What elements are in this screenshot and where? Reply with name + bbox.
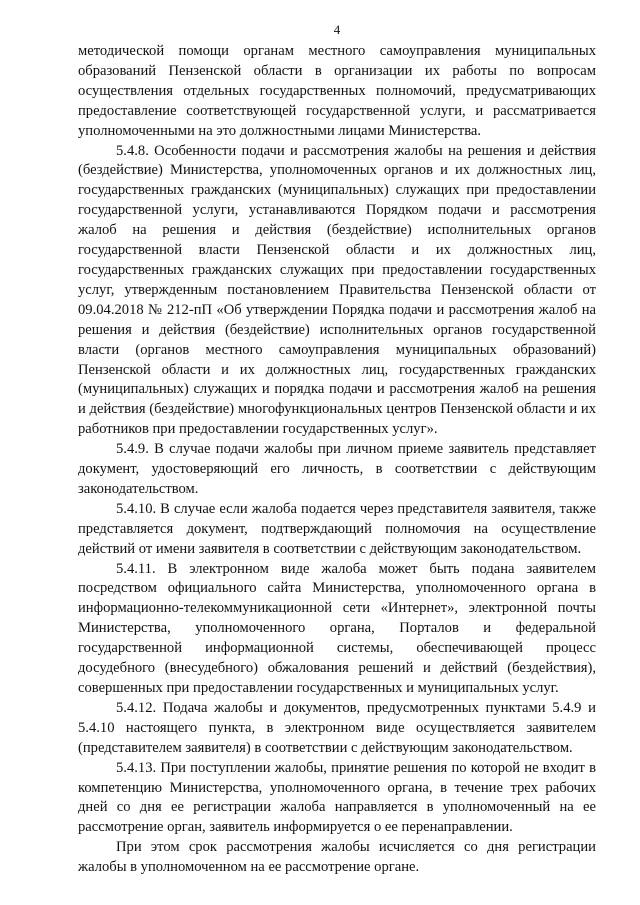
document-body xyxy=(78,42,596,878)
paragraph-5-4-9: 5.4.9. В случае подачи жалобы при личном приеме заявитель представляет документ, удостоверяющий его личность, в соответствии с действующим законодательством. xyxy=(78,441,596,497)
paragraph-5-4-13: 5.4.13. При поступлении жалобы, принятие решения по которой не входит в компетенцию Министерства, уполномоченного органа, в течение трех рабочих дней со дня ее регистрации жалоба направляется в уполномоченный на ее рассмотрение орган, заявитель информируется о ее перенаправлении. xyxy=(78,759,596,836)
paragraph-review-period: При этом срок рассмотрения жалобы исчисляется со дня регистрации жалобы в уполномоченном на ее рассмотрение органе. xyxy=(78,839,596,876)
paragraph-5-4-11: 5.4.11. В электронном виде жалоба может быть подана заявителем посредством официального сайта Министерства, уполномоченного органа в информационно-телекоммуникационной сети «Интернет», электронной почты Министерства, уполномоченного органа, Порталов и федеральной государственной информационной системы, обеспечивающей процесс досудебного (внесудебного) обжалования решений и действий (бездействия), совершенных при предоставлении государственных и муниципальных услуг. xyxy=(78,560,596,696)
paragraph-5-4-10: 5.4.10. В случае если жалоба подается через представителя заявителя, также представляется документ, подтверждающий полномочия на осуществление действий от имени заявителя в соответствии с действующим законодательством. xyxy=(78,500,596,557)
page-number: 4 xyxy=(333,22,341,37)
paragraph-continuation: методической помощи органам местного самоуправления муниципальных образований Пензенской области в организации их работы по вопросам осуществления отдельных государственных полномочий, предусматривающих предоставление соответствующей государственной услуги, и рассматривается уполномоченными на это должностными лицами Министерства. xyxy=(78,43,596,139)
paragraph-5-4-8: 5.4.8. Особенности подачи и рассмотрения жалобы на решения и действия (бездействие) Министерства, уполномоченных органов и их должностных лиц, государственных гражданских (муниципальных) служащих при предоставлении государственной услуги, устанавливаются Порядком подачи и рассмотрения жалоб на решения и действия (бездействие) исполнительных органов государственной власти Пензенской области и их должностных лиц, государственных гражданских служащих при предоставлении государственных услуг, утвержденным постановлением Правительства Пензенской области от 09.04.2018 № 212-пП «Об утверждении Порядка подачи и рассмотрения жалоб на решения и действия (бездействие) исполнительных органов государственной власти (органов местного самоуправления муниципальных образований) Пензенской области и их должностных лиц, государственных гражданских (муниципальных) служащих и порядка подачи и рассмотрения жалоб на решения и действия (бездействие) многофункциональных центров Пензенской области и их работников при предоставлении государственных услуг». xyxy=(78,142,596,438)
paragraph-5-4-12: 5.4.12. Подача жалобы и документов, предусмотренных пунктами 5.4.9 и 5.4.10 настоящего пункта, в электронном виде осуществляется заявителем (представителем заявителя) в соответствии с действующим законодательством. xyxy=(78,699,596,756)
